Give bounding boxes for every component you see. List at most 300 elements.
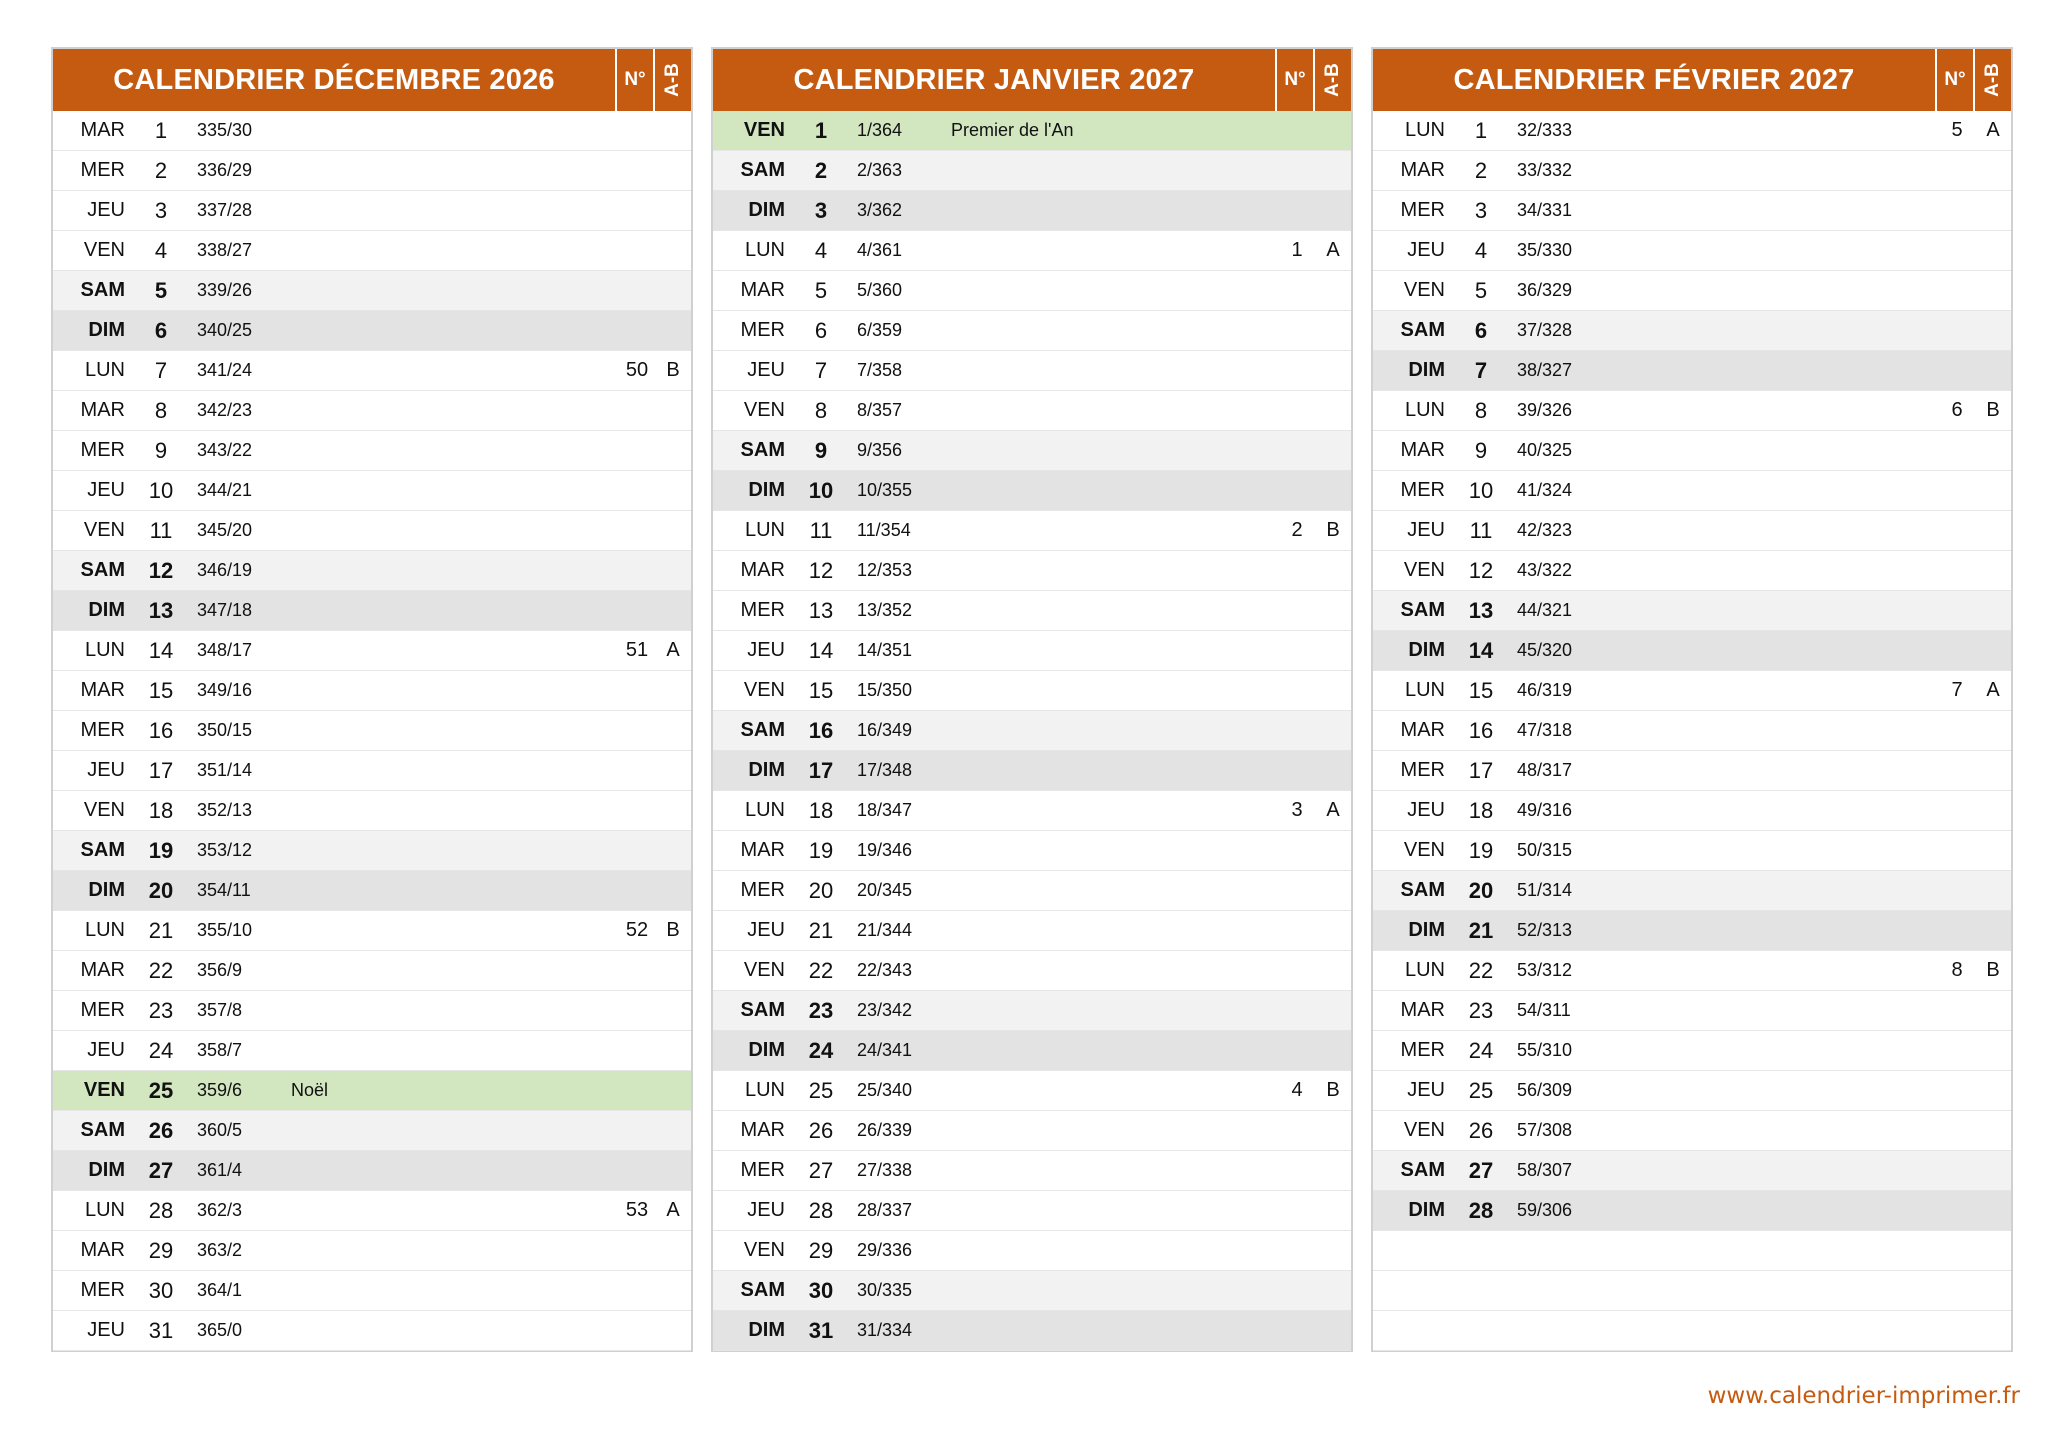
day-row bbox=[53, 151, 691, 191]
week-number: 6 bbox=[1951, 399, 1963, 421]
day-count: 358/7 bbox=[197, 1040, 243, 1060]
day-count: 351/14 bbox=[197, 760, 253, 780]
day-number: 11 bbox=[149, 517, 173, 543]
day-number: 17 bbox=[808, 757, 834, 783]
day-count: 42/323 bbox=[1517, 520, 1573, 540]
day-name: VEN bbox=[743, 119, 785, 141]
day-number: 23 bbox=[148, 997, 174, 1023]
day-count: 35/330 bbox=[1517, 240, 1573, 260]
day-number: 5 bbox=[154, 277, 168, 303]
day-name: JEU bbox=[747, 1199, 785, 1221]
day-name: LUN bbox=[1404, 119, 1445, 141]
day-name: MAR bbox=[1400, 719, 1445, 741]
day-name: MER bbox=[1400, 759, 1445, 781]
day-name: DIM bbox=[88, 319, 125, 341]
ab-week: B bbox=[666, 359, 680, 381]
day-name: MER bbox=[80, 719, 125, 741]
day-count: 45/320 bbox=[1517, 640, 1573, 660]
day-name: JEU bbox=[1407, 519, 1445, 541]
day-row bbox=[713, 1111, 1351, 1151]
day-number: 18 bbox=[1468, 797, 1494, 823]
day-name: JEU bbox=[87, 759, 125, 781]
day-count: 43/322 bbox=[1517, 560, 1573, 580]
day-count: 361/4 bbox=[197, 1160, 243, 1180]
website-link[interactable]: www.calendrier-imprimer.fr bbox=[1707, 1383, 2020, 1409]
day-count: 4/361 bbox=[857, 240, 903, 260]
day-number: 21 bbox=[1468, 917, 1494, 943]
day-name: MAR bbox=[1400, 439, 1445, 461]
day-count: 47/318 bbox=[1517, 720, 1573, 740]
day-row bbox=[713, 991, 1351, 1031]
day-number: 2 bbox=[154, 157, 168, 183]
day-name: SAM bbox=[1400, 1159, 1445, 1181]
day-number: 24 bbox=[1468, 1037, 1494, 1063]
day-number: 20 bbox=[808, 877, 834, 903]
day-row bbox=[53, 351, 691, 391]
day-count: 29/336 bbox=[857, 1240, 913, 1260]
day-count: 356/9 bbox=[197, 960, 243, 980]
day-number: 12 bbox=[1468, 557, 1494, 583]
day-row bbox=[53, 1151, 691, 1191]
day-count: 38/327 bbox=[1517, 360, 1573, 380]
holiday-row bbox=[53, 1071, 691, 1111]
day-number: 21 bbox=[148, 917, 174, 943]
day-name: MAR bbox=[80, 959, 125, 981]
day-count: 24/341 bbox=[857, 1040, 913, 1060]
day-row bbox=[1373, 951, 2011, 991]
day-name: DIM bbox=[1408, 359, 1445, 381]
day-name: LUN bbox=[84, 359, 125, 381]
day-count: 44/321 bbox=[1517, 600, 1573, 620]
day-count: 34/331 bbox=[1517, 200, 1573, 220]
day-row bbox=[1373, 471, 2011, 511]
day-count: 33/332 bbox=[1517, 160, 1573, 180]
day-name: SAM bbox=[740, 159, 785, 181]
day-row bbox=[53, 911, 691, 951]
day-name: DIM bbox=[1408, 639, 1445, 661]
day-row bbox=[53, 431, 691, 471]
day-name: MAR bbox=[740, 279, 785, 301]
day-row bbox=[53, 191, 691, 231]
day-name: DIM bbox=[1408, 919, 1445, 941]
day-count: 25/340 bbox=[857, 1080, 913, 1100]
day-row bbox=[53, 951, 691, 991]
ab-week: A bbox=[1326, 239, 1340, 261]
day-number: 3 bbox=[1474, 197, 1488, 223]
day-number: 1 bbox=[814, 117, 828, 143]
week-number: 3 bbox=[1291, 799, 1303, 821]
day-name: VEN bbox=[743, 959, 785, 981]
day-name: JEU bbox=[87, 479, 125, 501]
ab-week: A bbox=[666, 639, 680, 661]
day-number: 20 bbox=[148, 877, 174, 903]
day-number: 10 bbox=[148, 477, 174, 503]
day-number: 7 bbox=[1474, 357, 1488, 383]
day-count: 345/20 bbox=[197, 520, 253, 540]
day-name: DIM bbox=[88, 599, 125, 621]
day-number: 28 bbox=[808, 1197, 834, 1223]
day-row bbox=[713, 831, 1351, 871]
ab-week-header: A-B bbox=[1973, 49, 2011, 111]
day-row bbox=[1373, 871, 2011, 911]
day-row bbox=[53, 991, 691, 1031]
day-row bbox=[713, 311, 1351, 351]
day-number: 8 bbox=[1474, 397, 1488, 423]
day-number: 4 bbox=[1474, 237, 1488, 263]
day-number: 16 bbox=[808, 717, 834, 743]
day-number: 4 bbox=[154, 237, 168, 263]
day-name: JEU bbox=[87, 1039, 125, 1061]
day-number: 10 bbox=[1468, 477, 1494, 503]
day-number: 12 bbox=[148, 557, 174, 583]
day-count: 337/28 bbox=[197, 200, 253, 220]
ab-week: B bbox=[1326, 1079, 1340, 1101]
day-number: 31 bbox=[148, 1317, 174, 1343]
ab-week-header: A-B bbox=[1313, 49, 1351, 111]
day-count: 344/21 bbox=[197, 480, 253, 500]
day-name: LUN bbox=[1404, 959, 1445, 981]
day-number: 27 bbox=[808, 1157, 834, 1183]
day-number: 24 bbox=[808, 1037, 834, 1063]
day-number: 17 bbox=[148, 757, 174, 783]
day-number: 2 bbox=[814, 157, 828, 183]
day-number: 3 bbox=[154, 197, 168, 223]
day-row bbox=[1373, 551, 2011, 591]
day-row bbox=[713, 751, 1351, 791]
day-row bbox=[53, 231, 691, 271]
day-number: 26 bbox=[1468, 1117, 1494, 1143]
day-count: 365/0 bbox=[197, 1320, 243, 1340]
day-name: VEN bbox=[1403, 559, 1445, 581]
day-number: 8 bbox=[814, 397, 828, 423]
day-row bbox=[713, 711, 1351, 751]
day-row bbox=[53, 471, 691, 511]
week-number: 53 bbox=[625, 1199, 649, 1221]
day-name: MAR bbox=[80, 399, 125, 421]
month-title: CALENDRIER FÉVRIER 2027 bbox=[1453, 63, 1855, 96]
day-number: 4 bbox=[814, 237, 828, 263]
day-row bbox=[53, 551, 691, 591]
day-name: VEN bbox=[1403, 839, 1445, 861]
day-count: 36/329 bbox=[1517, 280, 1573, 300]
day-row bbox=[713, 671, 1351, 711]
day-name: DIM bbox=[748, 199, 785, 221]
day-number: 18 bbox=[148, 797, 174, 823]
day-number: 19 bbox=[148, 837, 174, 863]
ab-week: B bbox=[1986, 959, 2000, 981]
day-rows bbox=[713, 111, 1351, 1351]
ab-week: A bbox=[666, 1199, 680, 1221]
day-name: SAM bbox=[740, 719, 785, 741]
day-row bbox=[1373, 991, 2011, 1031]
day-name: MER bbox=[740, 879, 785, 901]
day-name: DIM bbox=[88, 879, 125, 901]
day-number: 23 bbox=[808, 997, 834, 1023]
day-count: 28/337 bbox=[857, 1200, 913, 1220]
day-row bbox=[53, 111, 691, 151]
day-row bbox=[713, 1151, 1351, 1191]
day-name: DIM bbox=[1408, 1199, 1445, 1221]
day-number: 30 bbox=[148, 1277, 174, 1303]
day-number: 6 bbox=[814, 317, 828, 343]
day-number: 14 bbox=[1468, 637, 1494, 663]
week-number: 5 bbox=[1951, 119, 1963, 141]
day-row bbox=[53, 751, 691, 791]
day-number: 31 bbox=[808, 1317, 834, 1343]
day-count: 31/334 bbox=[857, 1320, 913, 1340]
day-name: SAM bbox=[1400, 599, 1445, 621]
day-row bbox=[53, 591, 691, 631]
day-name: SAM bbox=[740, 439, 785, 461]
day-number: 25 bbox=[1468, 1077, 1494, 1103]
day-row bbox=[53, 631, 691, 671]
day-row bbox=[53, 671, 691, 711]
day-name: DIM bbox=[748, 479, 785, 501]
day-row bbox=[713, 511, 1351, 551]
day-count: 37/328 bbox=[1517, 320, 1573, 340]
calendar-month-december bbox=[51, 47, 693, 1352]
day-name: MER bbox=[80, 439, 125, 461]
day-name: SAM bbox=[80, 559, 125, 581]
day-count: 54/311 bbox=[1517, 1000, 1571, 1020]
ab-week-header: A-B bbox=[653, 49, 691, 111]
day-row bbox=[1373, 431, 2011, 471]
day-count: 8/357 bbox=[857, 400, 903, 420]
day-name: MAR bbox=[80, 1239, 125, 1261]
day-number: 25 bbox=[148, 1077, 174, 1103]
day-name: DIM bbox=[88, 1159, 125, 1181]
day-number: 29 bbox=[148, 1237, 174, 1263]
week-number: 8 bbox=[1951, 959, 1963, 981]
day-name: VEN bbox=[1403, 279, 1445, 301]
day-row bbox=[53, 271, 691, 311]
day-row bbox=[713, 271, 1351, 311]
day-row bbox=[1373, 631, 2011, 671]
day-name: LUN bbox=[744, 519, 785, 541]
day-count: 1/364 bbox=[857, 120, 903, 140]
day-name: JEU bbox=[87, 199, 125, 221]
day-count: 341/24 bbox=[197, 360, 253, 380]
ab-week: B bbox=[1326, 519, 1340, 541]
ab-week: B bbox=[1986, 399, 2000, 421]
ab-week: B bbox=[666, 919, 680, 941]
day-row bbox=[713, 951, 1351, 991]
day-count: 46/319 bbox=[1517, 680, 1573, 700]
day-count: 16/349 bbox=[857, 720, 913, 740]
day-number: 7 bbox=[814, 357, 828, 383]
day-row bbox=[713, 1071, 1351, 1111]
day-name: SAM bbox=[740, 1279, 785, 1301]
day-count: 59/306 bbox=[1517, 1200, 1573, 1220]
week-number: 7 bbox=[1951, 679, 1963, 701]
day-count: 49/316 bbox=[1517, 800, 1573, 820]
day-count: 19/346 bbox=[857, 840, 913, 860]
day-row bbox=[713, 591, 1351, 631]
day-name: MER bbox=[740, 319, 785, 341]
day-count: 349/16 bbox=[197, 680, 253, 700]
day-row bbox=[1373, 1111, 2011, 1151]
day-row bbox=[1373, 911, 2011, 951]
day-number: 13 bbox=[808, 597, 834, 623]
day-name: SAM bbox=[80, 279, 125, 301]
day-row bbox=[53, 1271, 691, 1311]
day-count: 55/310 bbox=[1517, 1040, 1573, 1060]
day-row bbox=[713, 431, 1351, 471]
day-name: SAM bbox=[80, 839, 125, 861]
week-number: 50 bbox=[625, 359, 649, 381]
day-number: 10 bbox=[808, 477, 834, 503]
day-number: 26 bbox=[808, 1117, 834, 1143]
day-name: MAR bbox=[80, 679, 125, 701]
day-count: 39/326 bbox=[1517, 400, 1573, 420]
week-number: 51 bbox=[625, 639, 649, 661]
day-row bbox=[1373, 751, 2011, 791]
day-name: JEU bbox=[1407, 239, 1445, 261]
day-row bbox=[713, 1271, 1351, 1311]
day-count: 56/309 bbox=[1517, 1080, 1573, 1100]
day-row bbox=[713, 1191, 1351, 1231]
day-number: 16 bbox=[1468, 717, 1494, 743]
day-number: 15 bbox=[808, 677, 834, 703]
day-count: 5/360 bbox=[857, 280, 903, 300]
day-number: 9 bbox=[154, 437, 168, 463]
day-name: VEN bbox=[83, 1079, 125, 1101]
day-number: 2 bbox=[1474, 157, 1488, 183]
day-row bbox=[53, 1111, 691, 1151]
day-name: LUN bbox=[84, 1199, 125, 1221]
month-header bbox=[1373, 49, 2011, 111]
day-count: 2/363 bbox=[857, 160, 903, 180]
day-row bbox=[713, 471, 1351, 511]
day-count: 364/1 bbox=[197, 1280, 243, 1300]
holiday-row bbox=[713, 111, 1351, 151]
day-count: 346/19 bbox=[197, 560, 253, 580]
month-header bbox=[713, 49, 1351, 111]
day-row bbox=[53, 791, 691, 831]
day-name: MER bbox=[80, 999, 125, 1021]
day-row bbox=[1373, 1031, 2011, 1071]
month-header bbox=[53, 49, 691, 111]
day-number: 23 bbox=[1468, 997, 1494, 1023]
day-number: 9 bbox=[1474, 437, 1488, 463]
day-count: 57/308 bbox=[1517, 1120, 1573, 1140]
day-name: SAM bbox=[740, 999, 785, 1021]
day-row bbox=[713, 911, 1351, 951]
empty-row bbox=[1373, 1231, 2011, 1271]
day-number: 5 bbox=[1474, 277, 1488, 303]
day-row bbox=[713, 1231, 1351, 1271]
day-row bbox=[53, 1311, 691, 1351]
day-count: 27/338 bbox=[857, 1160, 913, 1180]
day-count: 12/353 bbox=[857, 560, 913, 580]
day-rows bbox=[1373, 111, 2011, 1351]
week-number: 1 bbox=[1291, 239, 1303, 261]
day-row bbox=[713, 871, 1351, 911]
holiday-name: Premier de l'An bbox=[951, 120, 1074, 140]
week-number-header: N° bbox=[1275, 49, 1313, 111]
day-number: 28 bbox=[148, 1197, 174, 1223]
day-count: 23/342 bbox=[857, 1000, 913, 1020]
day-row bbox=[1373, 111, 2011, 151]
day-number: 13 bbox=[148, 597, 174, 623]
day-name: MAR bbox=[1400, 159, 1445, 181]
day-number: 6 bbox=[154, 317, 168, 343]
day-row bbox=[713, 231, 1351, 271]
day-name: JEU bbox=[1407, 1079, 1445, 1101]
day-name: LUN bbox=[744, 1079, 785, 1101]
day-number: 22 bbox=[1468, 957, 1494, 983]
day-number: 19 bbox=[1468, 837, 1494, 863]
day-name: MER bbox=[1400, 479, 1445, 501]
day-row bbox=[713, 151, 1351, 191]
day-row bbox=[1373, 311, 2011, 351]
day-name: LUN bbox=[744, 239, 785, 261]
day-row bbox=[53, 511, 691, 551]
day-row bbox=[1373, 191, 2011, 231]
empty-row bbox=[1373, 1311, 2011, 1351]
ab-week: A bbox=[1986, 119, 2000, 141]
week-number: 4 bbox=[1291, 1079, 1303, 1101]
month-title: CALENDRIER DÉCEMBRE 2026 bbox=[113, 63, 555, 96]
day-number: 18 bbox=[808, 797, 834, 823]
day-row bbox=[1373, 711, 2011, 751]
day-count: 53/312 bbox=[1517, 960, 1573, 980]
day-count: 14/351 bbox=[857, 640, 913, 660]
day-count: 335/30 bbox=[197, 120, 253, 140]
day-count: 352/13 bbox=[197, 800, 253, 820]
day-number: 21 bbox=[808, 917, 834, 943]
day-name: LUN bbox=[84, 919, 125, 941]
day-count: 363/2 bbox=[197, 1240, 243, 1260]
day-number: 29 bbox=[808, 1237, 834, 1263]
day-count: 50/315 bbox=[1517, 840, 1573, 860]
day-count: 357/8 bbox=[197, 1000, 243, 1020]
day-count: 26/339 bbox=[857, 1120, 913, 1140]
day-row bbox=[1373, 351, 2011, 391]
day-row bbox=[1373, 1071, 2011, 1111]
day-name: MER bbox=[1400, 1039, 1445, 1061]
day-count: 30/335 bbox=[857, 1280, 913, 1300]
calendar-month-february bbox=[1371, 47, 2013, 1352]
day-name: SAM bbox=[1400, 879, 1445, 901]
day-name: LUN bbox=[1404, 679, 1445, 701]
day-row bbox=[53, 1231, 691, 1271]
day-number: 8 bbox=[154, 397, 168, 423]
day-count: 13/352 bbox=[857, 600, 913, 620]
day-number: 19 bbox=[808, 837, 834, 863]
day-name: VEN bbox=[83, 519, 125, 541]
day-count: 360/5 bbox=[197, 1120, 243, 1140]
day-count: 340/25 bbox=[197, 320, 253, 340]
day-name: JEU bbox=[87, 1319, 125, 1341]
day-name: SAM bbox=[80, 1119, 125, 1141]
day-row bbox=[713, 191, 1351, 231]
day-name: JEU bbox=[747, 919, 785, 941]
day-count: 339/26 bbox=[197, 280, 253, 300]
day-name: DIM bbox=[748, 1319, 785, 1341]
day-name: MER bbox=[740, 599, 785, 621]
day-count: 40/325 bbox=[1517, 440, 1573, 460]
empty-row bbox=[1373, 1271, 2011, 1311]
day-name: MAR bbox=[80, 119, 125, 141]
day-row bbox=[1373, 791, 2011, 831]
day-count: 21/344 bbox=[857, 920, 913, 940]
day-row bbox=[713, 391, 1351, 431]
day-count: 9/356 bbox=[857, 440, 903, 460]
day-number: 22 bbox=[808, 957, 834, 983]
day-name: MAR bbox=[740, 839, 785, 861]
day-row bbox=[1373, 391, 2011, 431]
